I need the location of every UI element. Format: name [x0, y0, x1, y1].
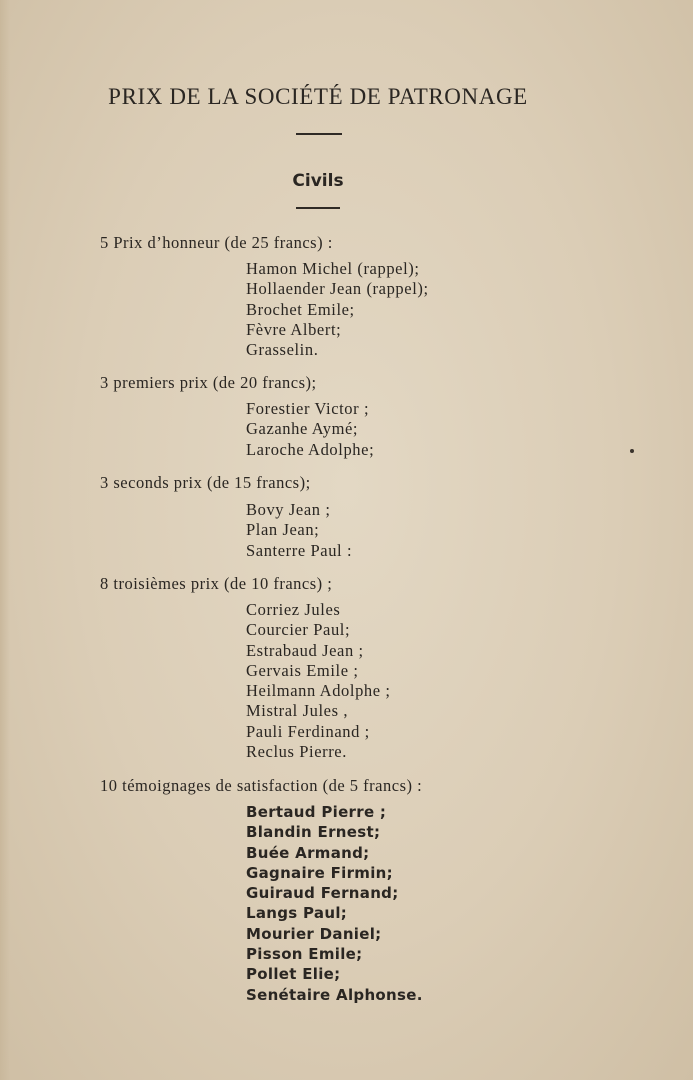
list-item: Mourier Daniel; [246, 924, 382, 943]
list-item: Bertaud Pierre ; [246, 803, 387, 821]
list-item: Buée Armand; [246, 843, 370, 862]
list-item: Brochet Emile; [246, 299, 355, 319]
list-item: Reclus Pierre. [246, 742, 347, 762]
list-item: Laroche Adolphe; [246, 439, 375, 459]
list-item: Pollet Elie; [246, 965, 341, 984]
divider-section [296, 207, 340, 209]
section-title: Civils [292, 171, 344, 191]
list-item: Pisson Emile; [246, 945, 363, 964]
list-item: Guiraud Fernand; [246, 884, 399, 903]
names-list-seconds [246, 500, 352, 561]
list-item: Corriez Jules [246, 600, 341, 619]
list-item: Gervais Emile ; [246, 660, 359, 680]
list-item: Courcier Paul; [246, 620, 351, 640]
names-list-honneur [246, 259, 429, 360]
group-label-premiers: 3 premiers prix (de 20 francs); [100, 373, 317, 392]
group-label-troisiemes: 8 troisièmes prix (de 10 francs) ; [100, 574, 333, 593]
list-item: Plan Jean; [246, 520, 320, 540]
list-item: Langs Paul; [246, 904, 348, 923]
names-list-troisiemes [246, 600, 391, 762]
list-item: Santerre Paul : [246, 540, 353, 560]
list-item: Fèvre Albert; [246, 319, 342, 339]
list-item: Gazanhe Aymé; [246, 419, 359, 439]
list-item: Mistral Jules , [246, 701, 349, 721]
list-item: Senétaire Alphonse. [246, 985, 423, 1004]
group-label-temoignages: 10 témoignages de satisfaction (de 5 francs) : [100, 776, 423, 795]
list-item: Estrabaud Jean ; [246, 640, 364, 660]
ink-speck [630, 449, 634, 453]
list-item: Hamon Michel (rappel); [246, 259, 420, 278]
list-item: Blandin Ernest; [246, 823, 381, 842]
names-list-temoignages [246, 802, 423, 1005]
list-item: Bovy Jean ; [246, 500, 331, 519]
group-label-honneur: 5 Prix d’honneur (de 25 francs) : [100, 233, 333, 252]
names-list-premiers [246, 399, 374, 460]
list-item: Forestier Victor ; [246, 399, 370, 418]
list-item: Gagnaire Firmin; [246, 863, 393, 882]
page-edge [0, 0, 10, 1080]
page-title: PRIX DE LA SOCIÉTÉ DE PATRONAGE [108, 84, 528, 109]
group-label-seconds: 3 seconds prix (de 15 francs); [100, 473, 311, 492]
list-item: Grasselin. [246, 340, 319, 360]
list-item: Pauli Ferdinand ; [246, 721, 370, 741]
list-item: Heilmann Adolphe ; [246, 681, 391, 701]
list-item: Hollaender Jean (rappel); [246, 279, 429, 299]
divider-top [296, 133, 342, 135]
